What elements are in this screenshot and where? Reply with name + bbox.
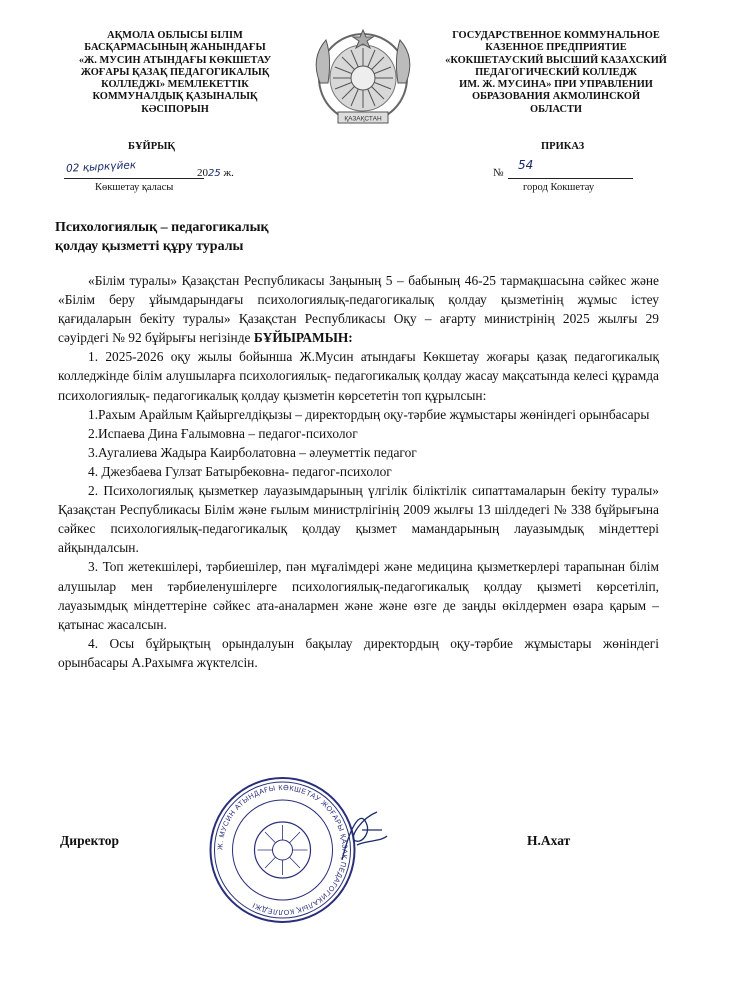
member-2: 2.Испаева Дина Ғалымовна – педагог-психолог	[88, 425, 358, 441]
signer-title: Директор	[60, 833, 120, 848]
header-left-line: БАСҚАРМАСЫНЫҢ ЖАНЫНДАҒЫ	[84, 42, 266, 54]
emblem-text: ҚАЗАҚСТАН	[344, 115, 382, 123]
command-word: БҰЙЫРАМЫН:	[253, 330, 353, 346]
member-3: 3.Аугалиева Жадыра Каирболатовна – әлеуметтік педагог	[88, 444, 417, 460]
header-left-line: КОММУНАЛДЫҚ ҚАЗЫНАЛЫҚ	[92, 91, 258, 103]
header-left-line: АҚМОЛА ОБЛЫСЫ БІЛІМ	[107, 30, 243, 41]
year-prefix: 20	[197, 167, 208, 179]
header-left-kz	[55, 30, 295, 116]
document-body	[58, 271, 659, 672]
document-title	[55, 218, 269, 256]
item-4: 4. Осы бұйрықтың орындалуын бақылау директордың оқу-тәрбие жұмыстары жөніндегі орынбасары А.Рахымға жүктелсін.	[58, 635, 659, 670]
header-right-line: «КОКШЕТАУСКИЙ ВЫСШИЙ КАЗАХСКИЙ	[445, 54, 667, 66]
header-left-line: ЖОҒАРЫ ҚАЗАҚ ПЕДАГОГИКАЛЫҚ	[80, 66, 270, 78]
signer-name: Н.Ахат	[527, 833, 571, 848]
title-line: қолдау қызметті құру туралы	[55, 239, 244, 254]
seal-text: Ж. МУСИН АТЫНДАҒЫ КӨКШЕТАУ ЖОҒАРЫ ҚАЗАҚ ПЕДАГОГИКАЛЫҚ КОЛЛЕДЖІ	[215, 782, 350, 918]
title-line: Психологиялық – педагогикалық	[55, 220, 269, 235]
header-right-line: ГОСУДАРСТВЕННОЕ КОММУНАЛЬНОЕ	[452, 30, 660, 41]
header-left-line: КОЛЛЕДЖІ» МЕМЛЕКЕТТІК	[101, 79, 249, 91]
header-left-line: «Ж. МУСИН АТЫНДАҒЫ КӨКШЕТАУ	[78, 54, 272, 66]
year-handwritten: 25	[208, 168, 221, 179]
order-number-handwritten: 54	[518, 158, 534, 172]
item-2: 2. Психологиялық қызметкер лауазымдарының үлгілік біліктілік сипаттамаларын бекіту туралы» Қазақстан Республикасы Білім және ғылым министрлігінің 2009 жылғы 13 шілдедегі № 338 бұйрығына сәйкес психологиялық-педагогикалық қолдау қызмет мамандарының лауазымдық міндеттері айқындалсын.	[58, 483, 659, 556]
order-label-kz: БҰЙРЫҚ	[128, 141, 176, 152]
item-1: 1. 2025-2026 оқу жылы бойынша Ж.Мусин атындағы Көкшетау жоғары қазақ педагогикалық колледжінде білім алушыларға психологиялық- педагогикалық қолдау жасау мақсатында келесі құрамда психологиялық- педагогикалық қолдау қызметін көрсететін топ құрылсын:	[58, 349, 659, 403]
city-ru: город Кокшетау	[523, 182, 595, 193]
date-year	[197, 167, 234, 179]
member-4: 4. Джезбаева Гулзат Батырбековна- педагог-психолог	[88, 463, 392, 479]
header-right-line: ПЕДАГОГИЧЕСКИЙ КОЛЛЕДЖ	[475, 66, 637, 78]
header-right-ru	[426, 30, 686, 116]
header-right-line: КАЗЕННОЕ ПРЕДПРИЯТИЕ	[485, 42, 627, 54]
year-suffix: ж.	[220, 167, 234, 179]
order-number-label: №	[493, 167, 504, 179]
header-right-line: ОБЛАСТИ	[530, 103, 582, 115]
member-1: 1.Рахым Арайлым Қайыргелдіқызы – директордың оқу-тәрбие жұмыстары жөніндегі орынбасары	[88, 406, 650, 422]
state-emblem-icon	[308, 28, 418, 130]
date-handwritten: 02 қыркүйек	[65, 159, 137, 175]
preamble-paragraph	[58, 271, 659, 347]
order-label-ru: ПРИКАЗ	[541, 141, 585, 152]
header-right-line: ИМ. Ж. МУСИНА» ПРИ УПРАВЛЕНИИ	[459, 79, 653, 91]
header-left-line: КӘСІПОРЫН	[141, 103, 209, 115]
item-3: 3. Топ жетекшілері, тәрбиешілер, пән мұғалімдері және медицина қызметкерлері тарапынан білім алушылар мен тәрбиеленушілерге психологиялық-педагогикалық қолдау қызметі көрсетіліп, лауазымдық міндеттеріне сәйкес ата-аналармен және және өзге де заңды өкілдермен өзара қарым – қатынас жасалсын.	[58, 559, 659, 632]
header-right-line: ОБРАЗОВАНИЯ АКМОЛИНСКОЙ	[471, 91, 641, 103]
preamble-text: «Білім туралы» Қазақстан Республикасы Заңының 5 – бабының 46-25 тармақшасына сәйкес және «Білім беру ұйымдарындағы психологиялық-педагогикалық қолдау қызметінің жұмыс істеу қағидаларын бекіту туралы» Қазақстан Республикасы Оқу – ағарту министрінің 2025 жылғы 29 сәуірдегі № 92 бұйрығы негізінде	[58, 273, 659, 346]
handwritten-signature-icon	[332, 800, 392, 870]
city-kz: Көкшетау қаласы	[95, 182, 174, 193]
